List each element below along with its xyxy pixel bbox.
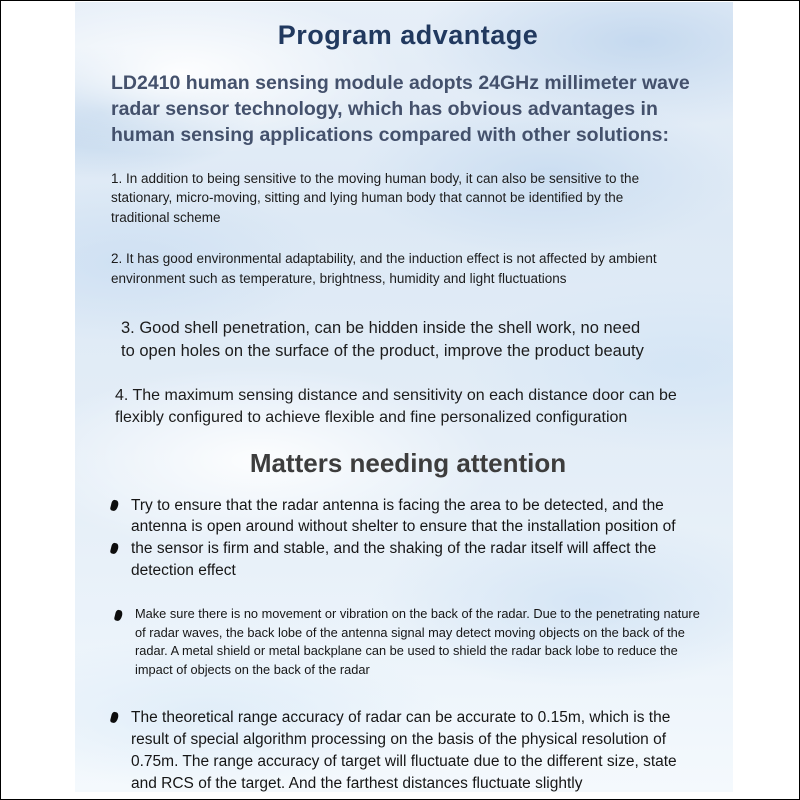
advantage-item-3: 3. Good shell penetration, can be hidden inside the shell work, no need to open holes on the surface of the product, improve the product beauty bbox=[121, 318, 644, 360]
comma-marker-icon bbox=[114, 610, 123, 622]
comma-marker-icon bbox=[110, 542, 119, 554]
attention-item-text: The theoretical range accuracy of radar can be accurate to 0.15m, which is the result of special algorithm processing on the basis of the physical resolution of 0.75m. The range accuracy of target will fluctuate due to the different size, state and RCS of the target. And the farthest distances fluctuate slightly bbox=[131, 709, 677, 793]
attention-item-3 bbox=[113, 707, 693, 795]
comma-marker-icon bbox=[110, 712, 119, 724]
attention-section-title: Matters needing attention bbox=[249, 447, 567, 478]
advantage-item-2: 2. It has good environmental adaptability, and the induction effect is not affected by ambient environment such as temperature, brightness, humidity and light fluctuations bbox=[111, 251, 657, 287]
advantage-item-4: 4. The maximum sensing distance and sensitivity on each distance door can be flexibly configured to achieve flexible and fine personalized configuration bbox=[115, 386, 677, 427]
advantage-item-1: 1. In addition to being sensitive to the moving human body, it can also be sensitive to the stationary, micro-moving, sitting and lying human body that cannot be identified by the traditional scheme bbox=[111, 170, 640, 225]
attention-item-text: Make sure there is no movement or vibration on the back of the radar. Due to the penetrating nature of radar waves, the back lobe of the antenna signal may detect moving objects on the back of the radar. A metal shield or metal backplane can be used to shield the radar back lobe to reduce the impact of objects on the back of the radar bbox=[135, 606, 700, 677]
attention-item-1 bbox=[113, 495, 676, 582]
page-content bbox=[75, 2, 733, 792]
comma-marker-icon bbox=[110, 499, 119, 511]
intro-paragraph: LD2410 human sensing module adopts 24GHz millimeter wave radar sensor technology, which has obvious advantages in human sensing applications compared with other solutions: bbox=[111, 72, 690, 146]
sky-background-panel bbox=[75, 2, 733, 792]
page-title: Program advantage bbox=[277, 20, 539, 50]
attention-item-text: Try to ensure that the radar antenna is facing the area to be detected, and the antenna is open around without shelter to ensure that the installation position of the sensor is firm and stable, and the shaking of the radar itself will affect the detection effect bbox=[131, 496, 676, 579]
attention-item-2 bbox=[117, 605, 707, 679]
